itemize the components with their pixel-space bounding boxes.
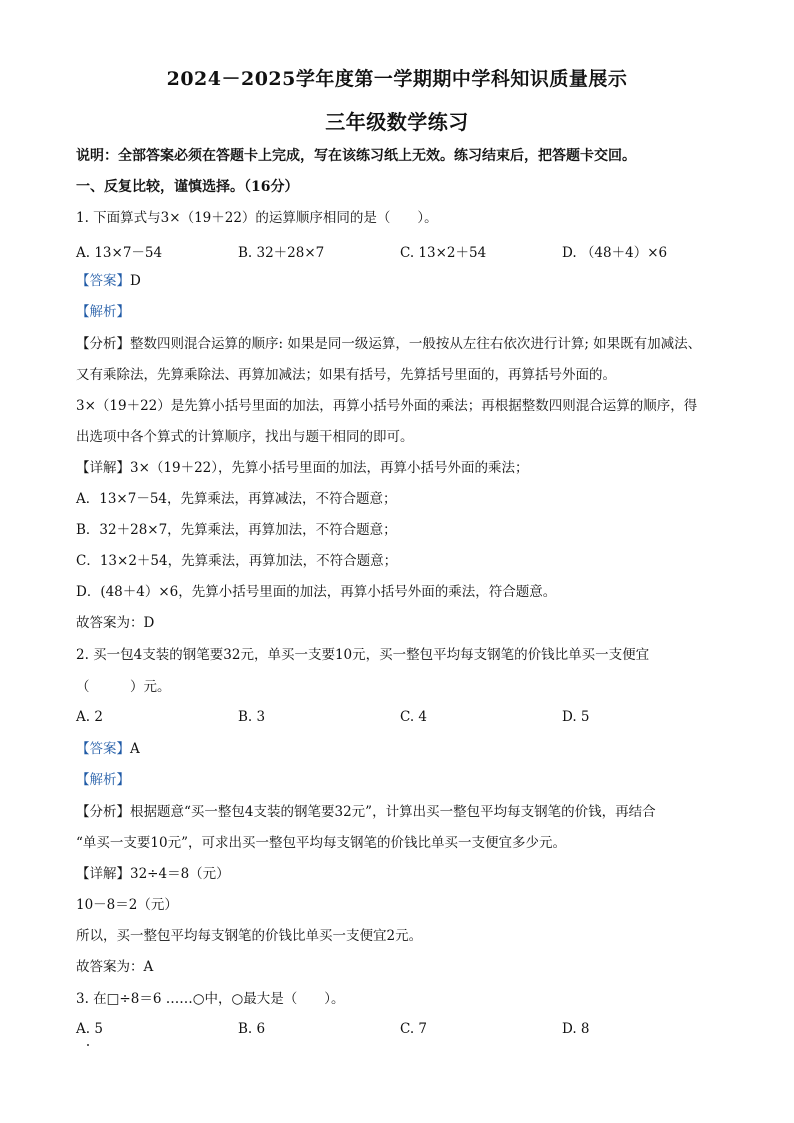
xiangjie-text: 3×（19＋22），先算小括号里面的加法，再算小括号外面的乘法； (130, 460, 529, 476)
q1-answer-line (76, 272, 141, 290)
q2-calc-2: 10－8＝2（元） (76, 897, 178, 913)
fenxi-tag: 【分析】 (76, 804, 130, 820)
q1-detail-b: B．32＋28×7，先算乘法，再算加法，不符合题意； (76, 522, 397, 538)
q1-detail-d: D．(48＋4）×6，先算小括号里面的加法，再算小括号外面的乘法，符合题意。 (76, 584, 557, 600)
answer-tag: 【答案】 (76, 741, 130, 757)
q2-fenxi-2: “单买一支要10元”，可求出买一整包平均每支钢笔的价钱比单买一支便宜多少元。 (76, 835, 566, 851)
fenxi-text: 根据题意“买一整包4支装的钢笔要32元”，计算出买一整包平均每支钢笔的价钱，再结合 (130, 804, 656, 820)
q2-option-c: C. 4 (400, 709, 428, 725)
q3-option-d: D. 8 (562, 1021, 590, 1037)
q2-stem-1: 2. 买一包4支装的钢笔要32元，单买一支要10元，买一整包平均每支钢笔的价钱比单买一支便宜 (76, 647, 650, 663)
q2-answer: A (130, 741, 140, 757)
xiangjie-tag: 【详解】 (76, 460, 130, 476)
q2-stem-2: （ ）元。 (76, 679, 171, 695)
fenxi-text: 整数四则混合运算的顺序: 如果是同一级运算，一般按从左往右依次进行计算; 如果既有加减法、 (130, 336, 702, 352)
q2-answer-line (76, 740, 140, 758)
q1-option-a: A. 13×7－54 (76, 245, 163, 261)
q2-option-a: A. 2 (76, 709, 103, 725)
section-heading: 一、反复比较，谨慎选择。（16分） (76, 179, 299, 195)
fenxi-tag: 【分析】 (76, 336, 130, 352)
q2-option-b: B. 3 (238, 709, 266, 725)
xiangjie-text: 32÷4＝8（元） (130, 866, 230, 882)
q2-xiangjie (76, 865, 230, 883)
instructions-note: 说明：全部答案必须在答题卡上完成，写在该练习纸上无效。练习结束后，把答题卡交回。 (76, 148, 636, 164)
xiangjie-tag: 【详解】 (76, 866, 130, 882)
q3-option-b: B. 6 (238, 1021, 266, 1037)
q2-final: 故答案为：A (76, 959, 154, 975)
q2-option-d: D. 5 (562, 709, 590, 725)
q3-option-c: C. 7 (400, 1021, 428, 1037)
q1-detail-c: C．13×2＋54，先算乘法，再算加法，不符合题意； (76, 553, 398, 569)
q1-stem: 1. 下面算式与3×（19＋22）的运算顺序相同的是（ ）。 (76, 210, 438, 226)
q1-option-d: D. （48＋4）×6 (562, 245, 668, 261)
q1-fenxi-2: 又有乘除法，先算乘除法、再算加减法；如果有括号，先算括号里面的，再算括号外面的。 (76, 367, 616, 383)
analysis-tag: 【解析】 (76, 772, 130, 788)
analysis-tag: 【解析】 (76, 304, 130, 320)
q1-answer: D (130, 273, 141, 289)
page-subtitle: 三年级数学练习 (325, 110, 469, 134)
q1-detail-a: A．13×7－54，先算乘法，再算减法，不符合题意； (76, 491, 397, 507)
q3-stem: 3. 在□÷8＝6 ……○中，○最大是（ ）。 (76, 991, 345, 1007)
q1-option-b: B. 32＋28×7 (238, 245, 325, 261)
q2-fenxi-1 (76, 803, 656, 821)
page-title: 2024－2025学年度第一学期期中学科知识质量展示 (166, 68, 628, 90)
q1-xiangjie (76, 459, 529, 477)
q3-option-a: A. 5 (76, 1021, 103, 1037)
q2-conclusion: 所以，买一整包平均每支钢笔的价钱比单买一支便宜2元。 (76, 928, 423, 944)
stray-mark (87, 1044, 89, 1046)
q1-fenxi-3: 3×（19＋22）是先算小括号里面的加法，再算小括号外面的乘法；再根据整数四则混合运算的顺序，得 (76, 398, 698, 414)
q1-fenxi-4: 出选项中各个算式的计算顺序，找出与题干相同的即可。 (76, 429, 414, 445)
q1-option-c: C. 13×2＋54 (400, 245, 487, 261)
answer-tag: 【答案】 (76, 273, 130, 289)
q1-final: 故答案为：D (76, 615, 155, 631)
q1-fenxi-1 (76, 335, 701, 353)
